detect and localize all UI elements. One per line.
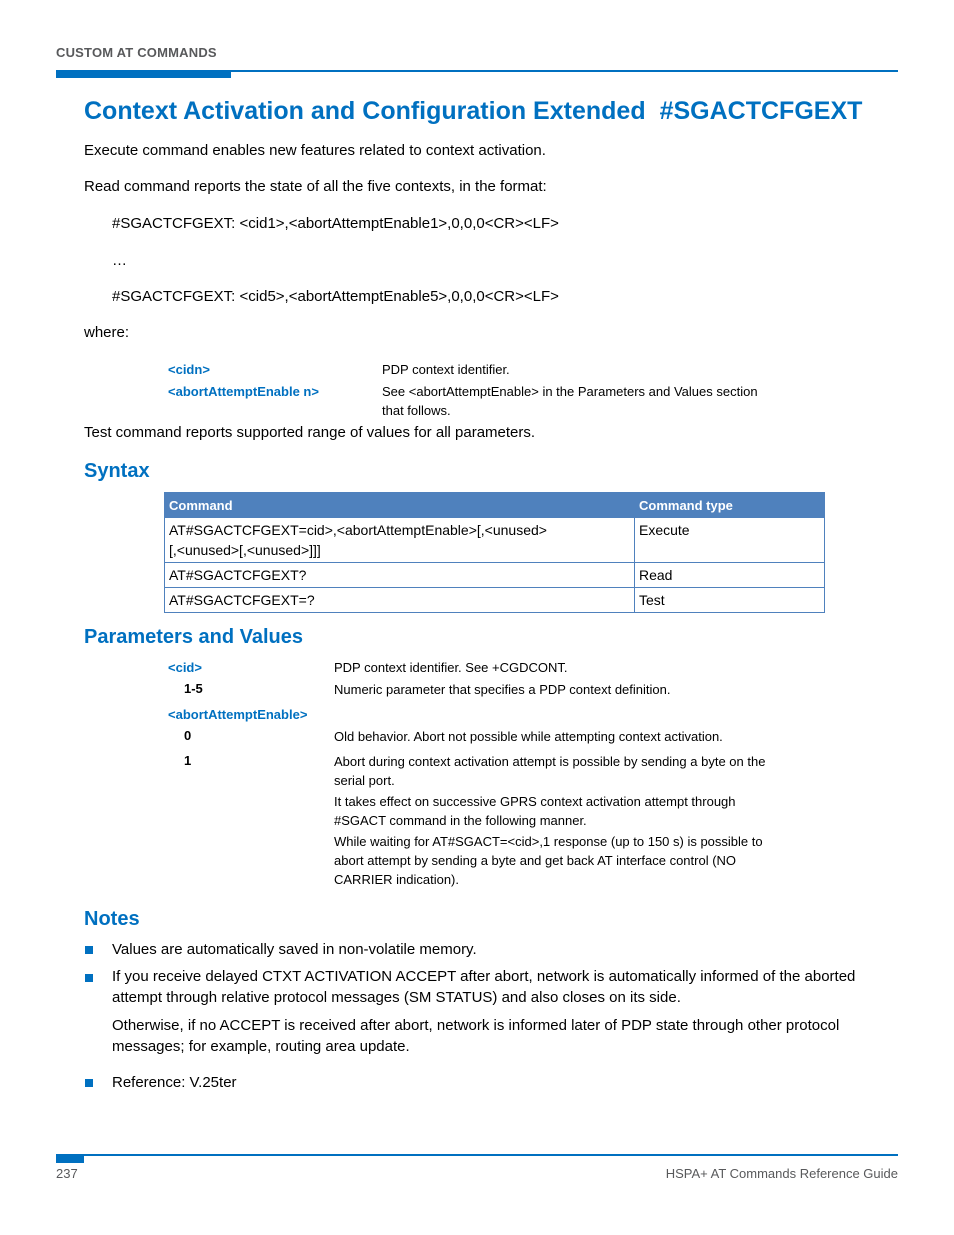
page-number: 237 bbox=[56, 1166, 78, 1181]
param-abort-v0: 0 bbox=[184, 728, 192, 743]
params-heading: Parameters and Values bbox=[84, 626, 304, 648]
param-abort-v1: 1 bbox=[184, 753, 192, 768]
syntax-table-header bbox=[165, 493, 825, 518]
footer-rule bbox=[56, 1154, 898, 1156]
page-title-command: #SGACTCFGEXT bbox=[659, 97, 863, 125]
note-3: Reference: V.25ter bbox=[112, 1074, 237, 1091]
param-abort-v1-desc-1: Abort during context activation attempt is possible by sending a byte on the bbox=[334, 754, 766, 769]
page-title-text: Context Activation and Configuration Extended bbox=[84, 97, 646, 125]
footer-accent-block bbox=[56, 1154, 84, 1163]
param-cid-desc: PDP context identifier. See +CGDCONT. bbox=[334, 660, 568, 675]
table-row bbox=[165, 588, 825, 613]
table-row bbox=[165, 563, 825, 588]
intro-read: Read command reports the state of all the five contexts, in the format: bbox=[84, 178, 547, 195]
col-command-type: Command type bbox=[635, 493, 825, 518]
col-command: Command bbox=[165, 493, 635, 518]
param-abort-v1-desc-2: serial port. bbox=[334, 773, 395, 788]
param-abort-n-desc-cont: that follows. bbox=[382, 403, 451, 418]
table-row bbox=[165, 518, 825, 563]
cell-type: Read bbox=[635, 563, 825, 588]
format-line-2: #SGACTCFGEXT: <cid5>,<abortAttemptEnable5>,0,0,0<CR><LF> bbox=[112, 288, 559, 305]
note-1: Values are automatically saved in non-volatile memory. bbox=[112, 941, 477, 958]
format-ellipsis: … bbox=[112, 252, 127, 269]
param-abort-v1-desc-6: abort attempt by sending a byte and get back AT interface control (NO bbox=[334, 853, 737, 868]
param-abort-n-name: <abortAttemptEnable n> bbox=[168, 384, 319, 399]
param-abort-name: <abortAttemptEnable> bbox=[168, 707, 308, 722]
cell-command: AT#SGACTCFGEXT=? bbox=[165, 588, 635, 613]
intro-execute: Execute command enables new features related to context activation. bbox=[84, 142, 546, 159]
cell-type: Execute bbox=[635, 518, 825, 563]
syntax-table bbox=[164, 492, 825, 613]
section-header: CUSTOM AT COMMANDS bbox=[56, 45, 217, 60]
cell-command bbox=[165, 518, 635, 563]
param-abort-v0-desc: Old behavior. Abort not possible while attempting context activation. bbox=[334, 729, 723, 744]
note-2b: Otherwise, if no ACCEPT is received after abort, network is informed later of PDP state through other protocol messages; for example, routing area update. bbox=[112, 1017, 840, 1055]
param-cid-range-desc: Numeric parameter that specifies a PDP context definition. bbox=[334, 682, 671, 697]
bullet-icon bbox=[85, 974, 93, 982]
cell-type: Test bbox=[635, 588, 825, 613]
param-abort-n-desc: See <abortAttemptEnable> in the Parameters and Values section bbox=[382, 384, 758, 399]
bullet-icon bbox=[85, 1079, 93, 1087]
param-abort-v1-desc-7: CARRIER indication). bbox=[334, 872, 459, 887]
cell-command-line2: [,<unused>[,<unused>]]] bbox=[169, 542, 321, 558]
cell-command: AT#SGACTCFGEXT? bbox=[165, 563, 635, 588]
param-cidn-name: <cidn> bbox=[168, 362, 210, 377]
cell-command-line1: AT#SGACTCFGEXT=cid>,<abortAttemptEnable>[,<unused> bbox=[169, 522, 547, 538]
page-title bbox=[84, 97, 862, 126]
note-2a: If you receive delayed CTXT ACTIVATION ACCEPT after abort, network is automatically informed of the aborted attempt through relative protocol messages (SM STATUS) and also closes on its side. bbox=[112, 968, 856, 1006]
syntax-heading: Syntax bbox=[84, 460, 150, 482]
param-abort-v1-desc-3: It takes effect on successive GPRS context activation attempt through bbox=[334, 794, 736, 809]
format-line-1: #SGACTCFGEXT: <cid1>,<abortAttemptEnable1>,0,0,0<CR><LF> bbox=[112, 215, 559, 232]
intro-test: Test command reports supported range of values for all parameters. bbox=[84, 424, 536, 441]
param-cid-range: 1-5 bbox=[184, 681, 203, 696]
param-abort-v1-desc-5: While waiting for AT#SGACT=<cid>,1 response (up to 150 s) is possible to bbox=[334, 834, 763, 849]
param-cidn-desc: PDP context identifier. bbox=[382, 362, 510, 377]
bullet-icon bbox=[85, 946, 93, 954]
param-cid-name: <cid> bbox=[168, 660, 202, 675]
guide-title: HSPA+ AT Commands Reference Guide bbox=[665, 1166, 898, 1181]
param-abort-v1-desc-4: #SGACT command in the following manner. bbox=[334, 813, 587, 828]
notes-heading: Notes bbox=[84, 908, 140, 930]
intro-where: where: bbox=[84, 324, 130, 341]
header-accent-block bbox=[56, 70, 231, 78]
